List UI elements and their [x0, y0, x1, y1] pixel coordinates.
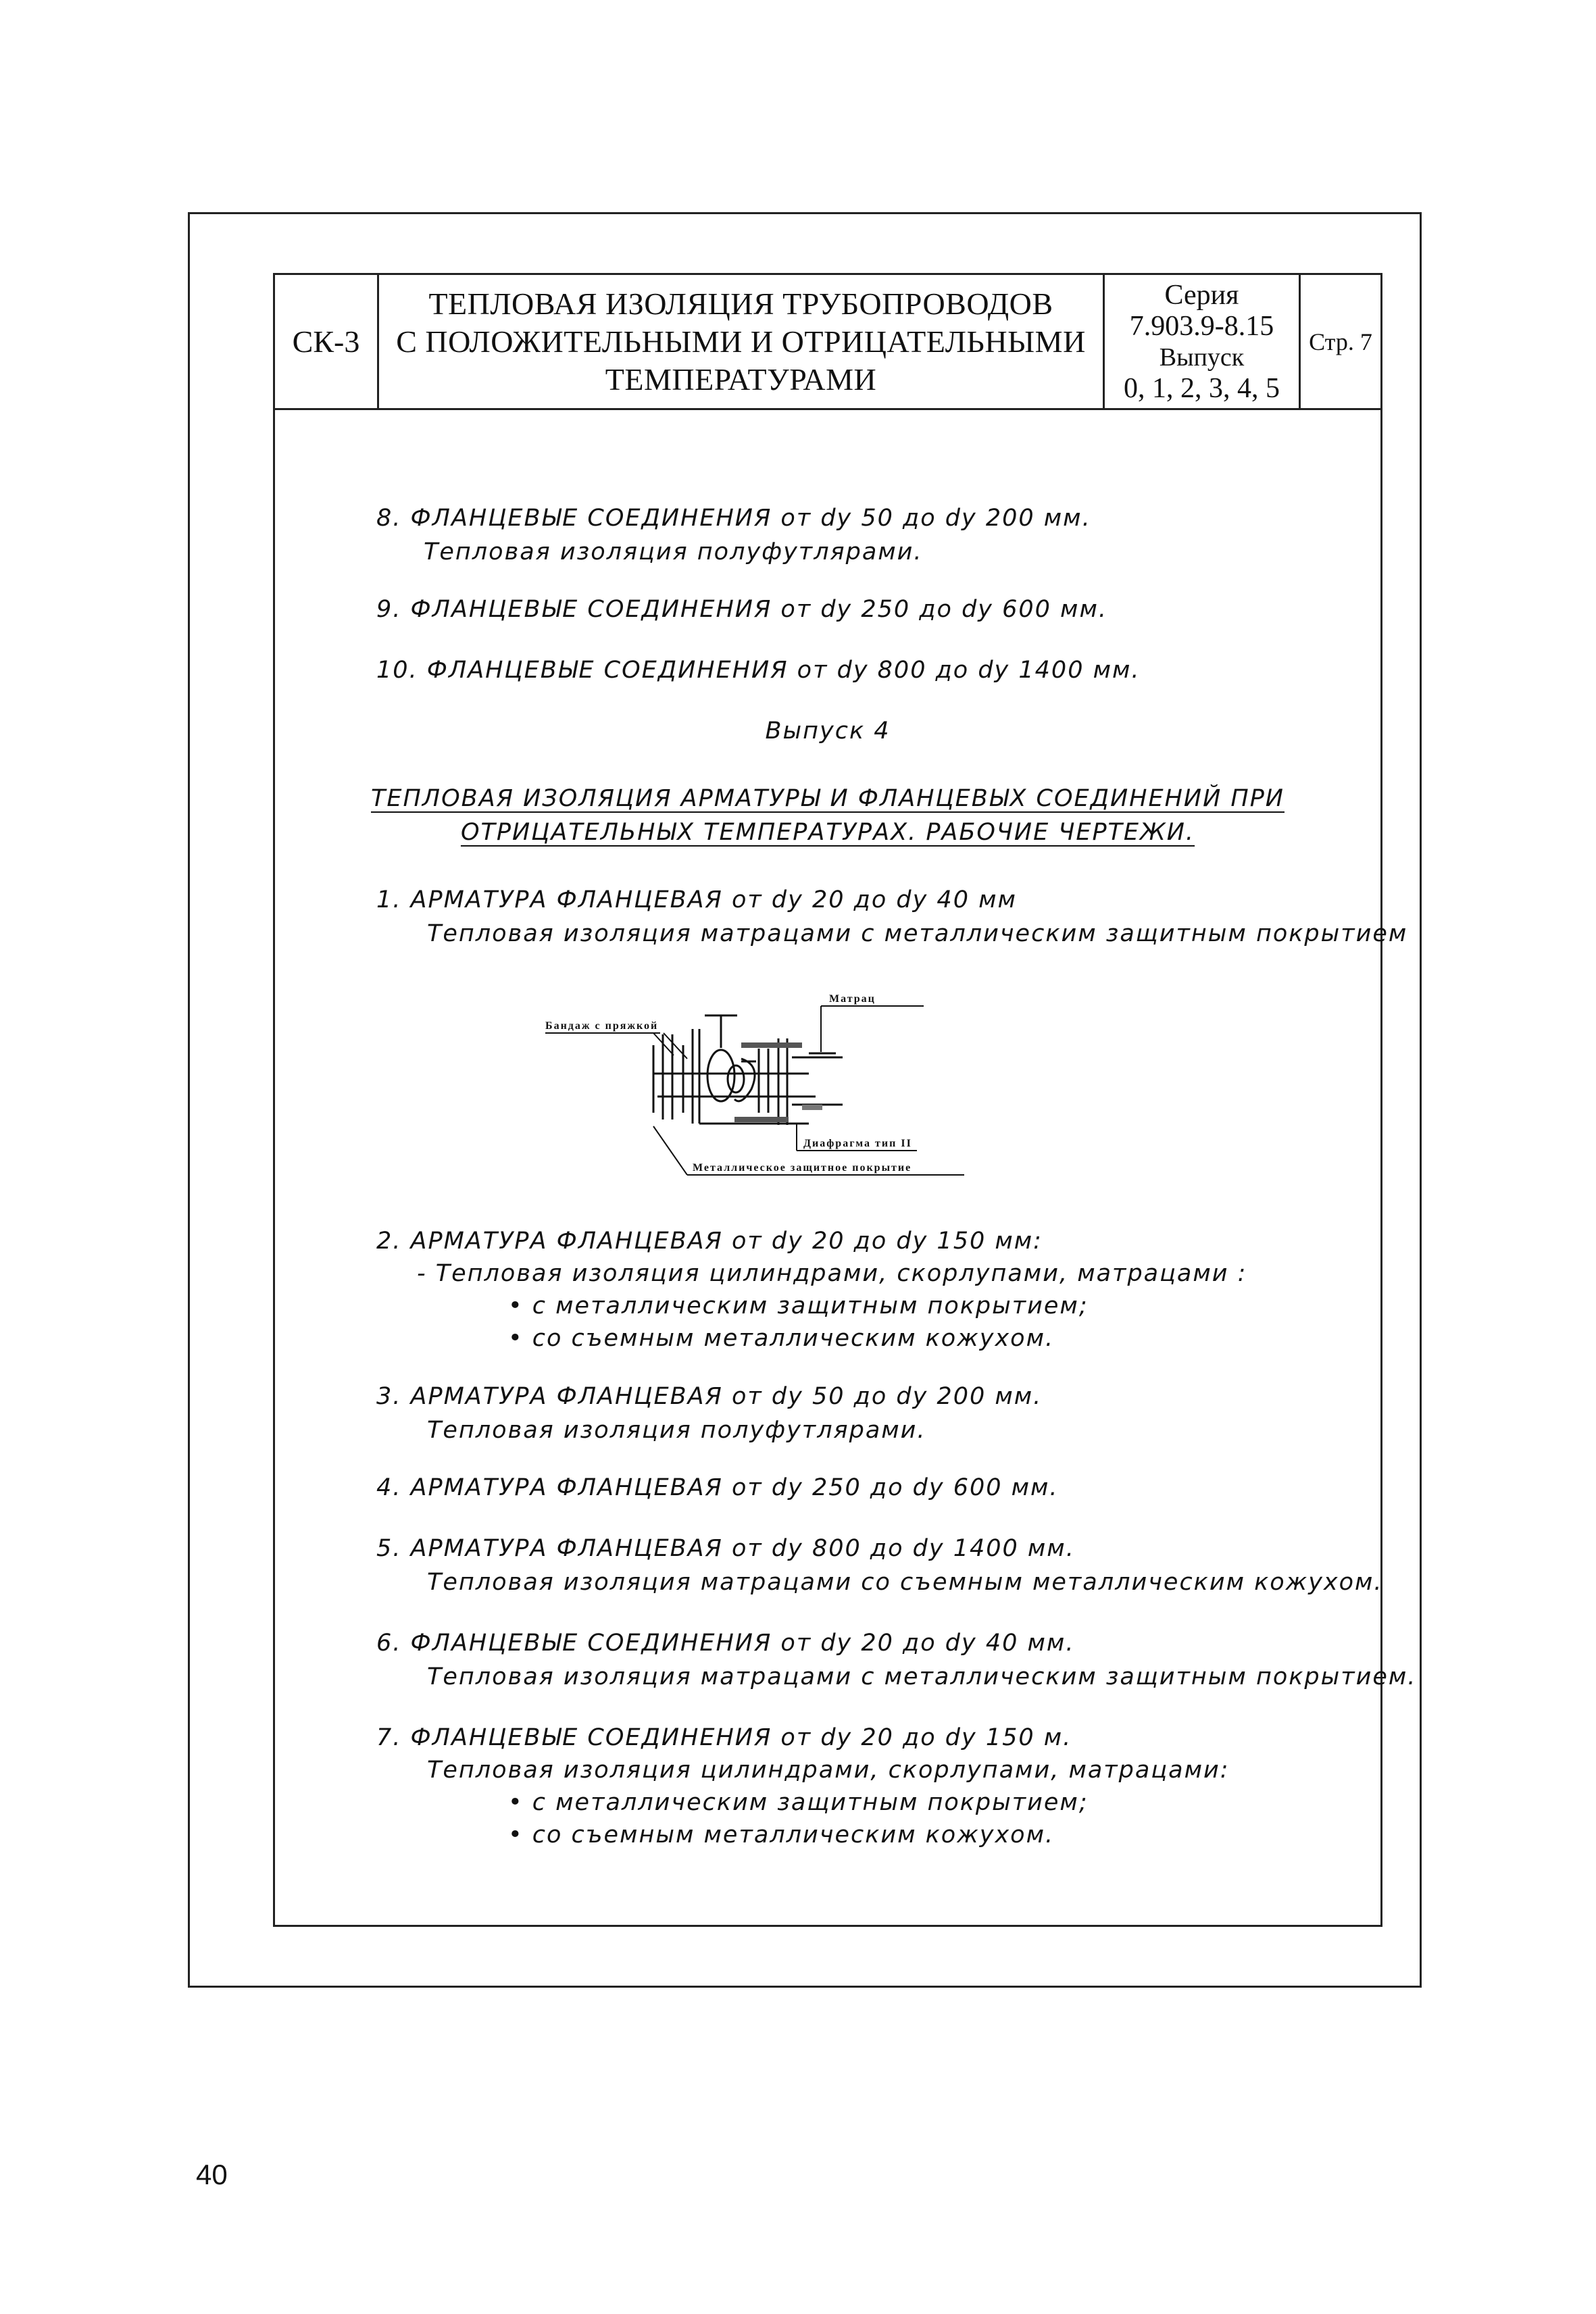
document-frame	[273, 273, 1417, 1927]
item-7-heading: 7. ФЛАНЦЕВЫЕ СОЕДИНЕНИЯ от dy 20 до dy 150 м.	[376, 1724, 1072, 1751]
title-line-1: ТЕПЛОВАЯ ИЗОЛЯЦИЯ ТРУБОПРОВОДОВ	[428, 286, 1053, 321]
item-2-description: - Тепловая изоляция цилиндрами, скорлупами, матрацами :	[417, 1260, 1247, 1287]
section-title-line-2: ОТРИЦАТЕЛЬНЫХ ТЕМПЕРАТУРАХ. РАБОЧИЕ ЧЕРТЕЖИ.	[460, 819, 1195, 846]
item-1-heading: 1. АРМАТУРА ФЛАНЦЕВАЯ от dy 20 до dy 40 мм	[376, 886, 1017, 913]
section-title-line-1: ТЕПЛОВАЯ ИЗОЛЯЦИЯ АРМАТУРЫ И ФЛАНЦЕВЫХ СОЕДИНЕНИЙ ПРИ	[371, 785, 1285, 812]
item-4-heading: 4. АРМАТУРА ФЛАНЦЕВАЯ от dy 250 до dy 600 мм.	[376, 1474, 1059, 1501]
series-value: 7.903.9-8.15	[1129, 310, 1274, 342]
document-code: СК-3	[275, 275, 379, 408]
item-2-heading: 2. АРМАТУРА ФЛАНЦЕВАЯ от dy 20 до dy 150 мм:	[376, 1228, 1043, 1255]
item-5-heading: 5. АРМАТУРА ФЛАНЦЕВАЯ от dy 800 до dy 1400 мм.	[376, 1535, 1075, 1562]
content-body	[275, 275, 1417, 1925]
page-number: 40	[196, 2159, 228, 2190]
valve-insulation-diagram	[518, 978, 1113, 1194]
item-7-bullet-2: • со съемным металлическим кожухом.	[508, 1821, 1055, 1848]
item-2-bullet-1: • с металлическим защитным покрытием;	[508, 1292, 1089, 1319]
title-line-2: С ПОЛОЖИТЕЛЬНЫМИ И ОТРИЦАТЕЛЬНЫМИ	[396, 324, 1086, 359]
label-bandage: Бандаж с пряжкой	[545, 1020, 659, 1032]
item-8-heading: 8. ФЛАНЦЕВЫЕ СОЕДИНЕНИЯ от dy 50 до dy 200 мм.	[376, 505, 1091, 532]
label-metal-cover: Металлическое защитное покрытие	[693, 1162, 912, 1174]
item-2-bullet-2: • со съемным металлическим кожухом.	[508, 1325, 1055, 1352]
item-3-heading: 3. АРМАТУРА ФЛАНЦЕВАЯ от dy 50 до dy 200 мм.	[376, 1383, 1043, 1410]
item-10-heading: 10. ФЛАНЦЕВЫЕ СОЕДИНЕНИЯ от dy 800 до dy 1400 мм.	[376, 657, 1141, 684]
item-6-heading: 6. ФЛАНЦЕВЫЕ СОЕДИНЕНИЯ от dy 20 до dy 40 мм.	[376, 1630, 1075, 1657]
issue-heading: Выпуск 4	[765, 718, 891, 745]
item-1-description: Тепловая изоляция матрацами с металлическим защитным покрытием	[427, 920, 1408, 947]
label-diaphragm: Диафрагма тип II	[803, 1138, 912, 1149]
label-mattress: Матрац	[829, 993, 876, 1005]
series-label: Серия	[1164, 279, 1239, 311]
item-3-description: Тепловая изоляция полуфутлярами.	[427, 1417, 926, 1444]
item-5-description: Тепловая изоляция матрацами со съемным металлическим кожухом.	[427, 1569, 1383, 1596]
item-7-bullet-1: • с металлическим защитным покрытием;	[508, 1789, 1089, 1816]
issue-label: Выпуск	[1159, 343, 1245, 372]
item-6-description: Тепловая изоляция матрацами с металлическим защитным покрытием.	[427, 1663, 1417, 1690]
item-7-description: Тепловая изоляция цилиндрами, скорлупами, матрацами:	[427, 1757, 1230, 1784]
title-line-3: ТЕМПЕРАТУРАМИ	[605, 361, 877, 397]
item-8-description: Тепловая изоляция полуфутлярами.	[424, 538, 923, 565]
page-label: Стр. 7	[1309, 328, 1372, 355]
item-9-heading: 9. ФЛАНЦЕВЫЕ СОЕДИНЕНИЯ от dy 250 до dy 600 мм.	[376, 596, 1107, 623]
issue-value: 0, 1, 2, 3, 4, 5	[1124, 372, 1280, 404]
